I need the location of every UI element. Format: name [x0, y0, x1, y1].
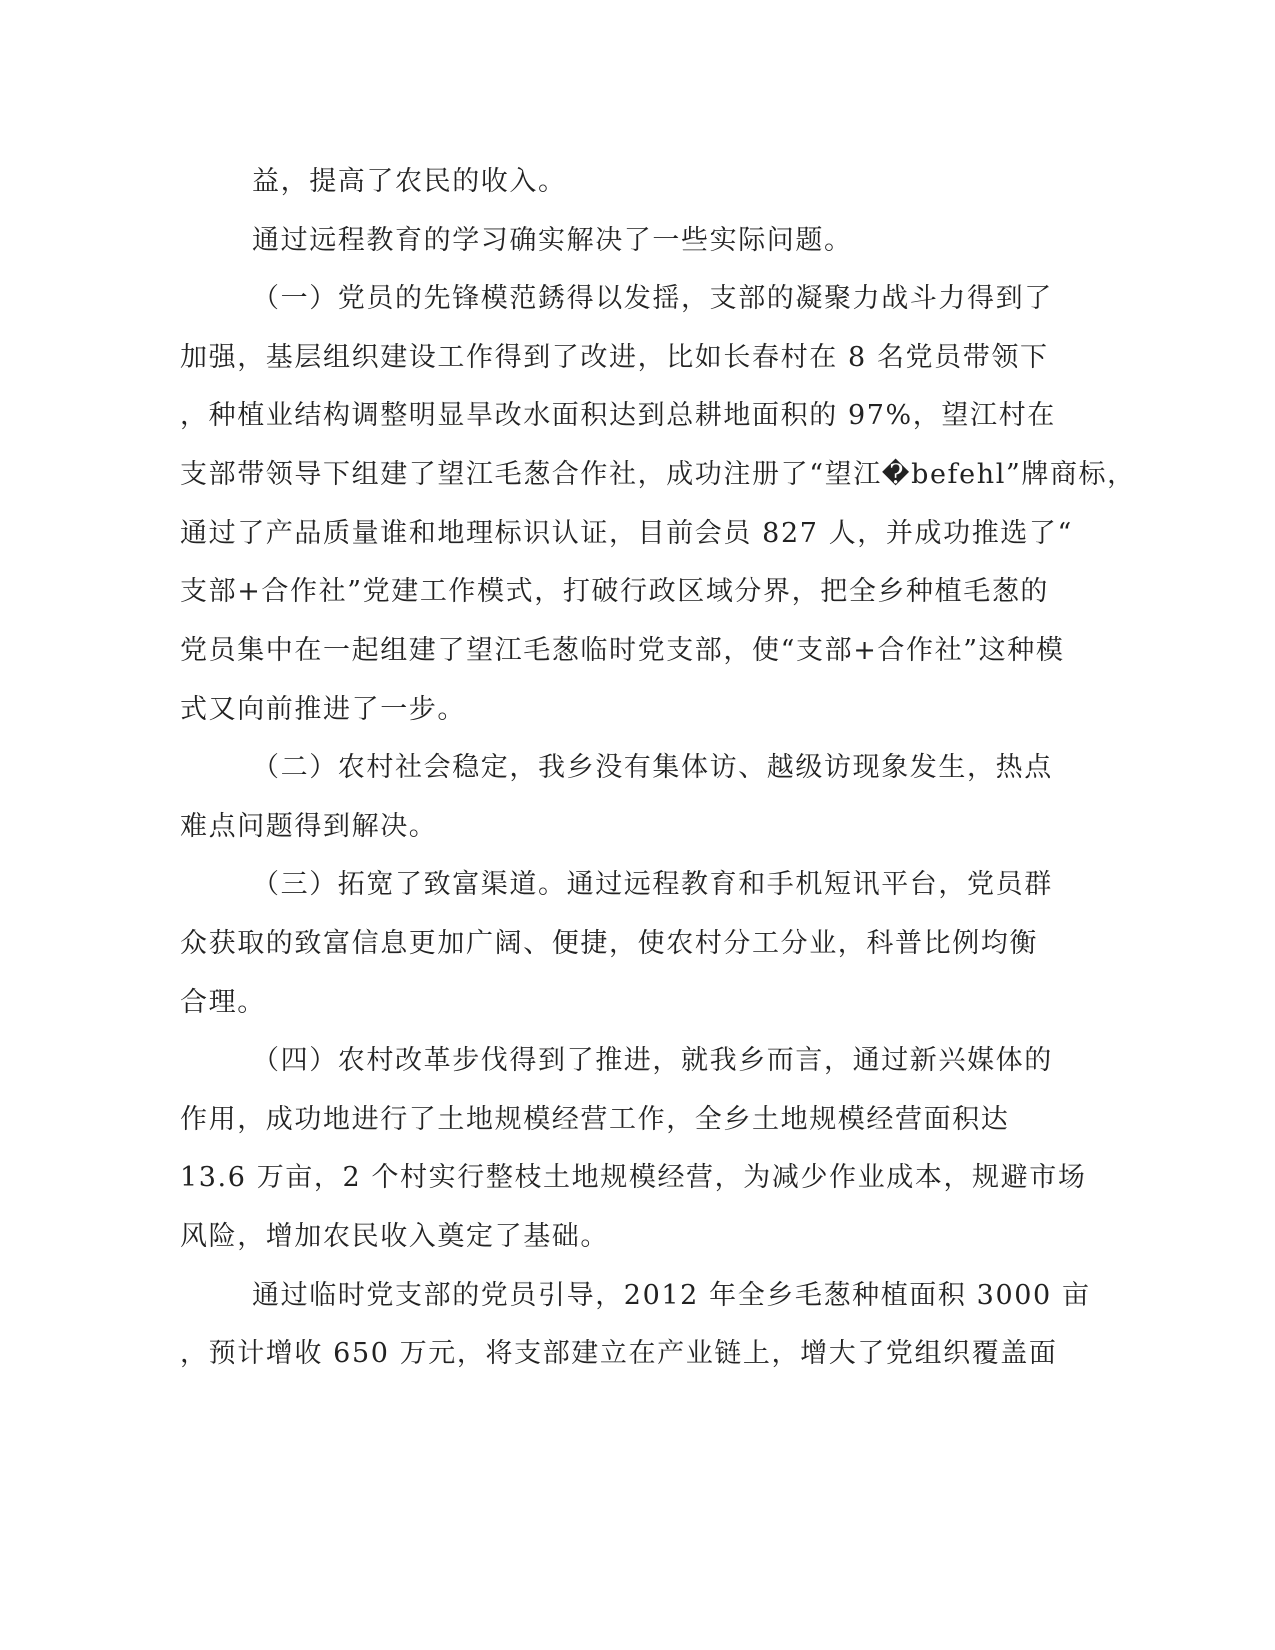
text-line-16: （四）农村改革步伐得到了推进，就我乡而言，通过新兴媒体的 — [252, 1045, 1053, 1076]
text-line-11: （二）农村社会稳定，我乡没有集体访、越级访现象发生，热点 — [252, 752, 1053, 783]
text-line-18: 13.6 万亩，2 个村实行整枝土地规模经营，为减少作业成本，规避市场 — [180, 1162, 1087, 1193]
text-line-5: ，种植业结构调整明显旱改水面积达到总耕地面积的 97%，望江村在 — [180, 400, 1056, 431]
text-line-1: 益，提高了农民的收入。 — [252, 166, 567, 197]
text-line-14: 众获取的致富信息更加广阔、便捷，使农村分工分业，科普比例均衡 — [180, 928, 1038, 959]
text-line-20: 通过临时党支部的党员引导，2012 年全乡毛葱种植面积 3000 亩 — [252, 1280, 1091, 1311]
text-line-12: 难点问题得到解决。 — [180, 811, 438, 842]
text-line-7: 通过了产品质量谁和地理标识认证，目前会员 827 人，并成功推选了“ — [180, 518, 1073, 549]
text-line-4: 加强，基层组织建设工作得到了改进，比如长春村在 8 名党员带领下 — [180, 342, 1049, 373]
text-line-17: 作用，成功地进行了土地规模经营工作，全乡土地规模经营面积达 — [180, 1104, 1010, 1135]
text-line-19: 风险，增加农民收入奠定了基础。 — [180, 1221, 609, 1252]
text-line-6: 支部带领导下组建了望江毛葱合作社，成功注册了“望江�befehl”牌商标， — [180, 459, 1136, 490]
text-line-15: 合理。 — [180, 987, 266, 1018]
text-line-2: 通过远程教育的学习确实解决了一些实际问题。 — [252, 225, 853, 256]
text-line-3: （一）党员的先锋模范銹得以发揺，支部的凝聚力战斗力得到了 — [252, 283, 1053, 314]
text-line-8: 支部+合作社”党建工作模式，打破行政区域分界，把全乡种植毛葱的 — [180, 576, 1050, 607]
text-line-21: ，预计增收 650 万元，将支部建立在产业链上，增大了党组织覆盖面 — [180, 1338, 1058, 1369]
text-line-10: 式又向前推进了一步。 — [180, 694, 466, 725]
text-line-13: （三）拓宽了致富渠道。通过远程教育和手机短讯平台，党员群 — [252, 869, 1053, 900]
text-line-9: 党员集中在一起组建了望江毛葱临时党支部，使“支部+合作社”这种模 — [180, 635, 1065, 666]
